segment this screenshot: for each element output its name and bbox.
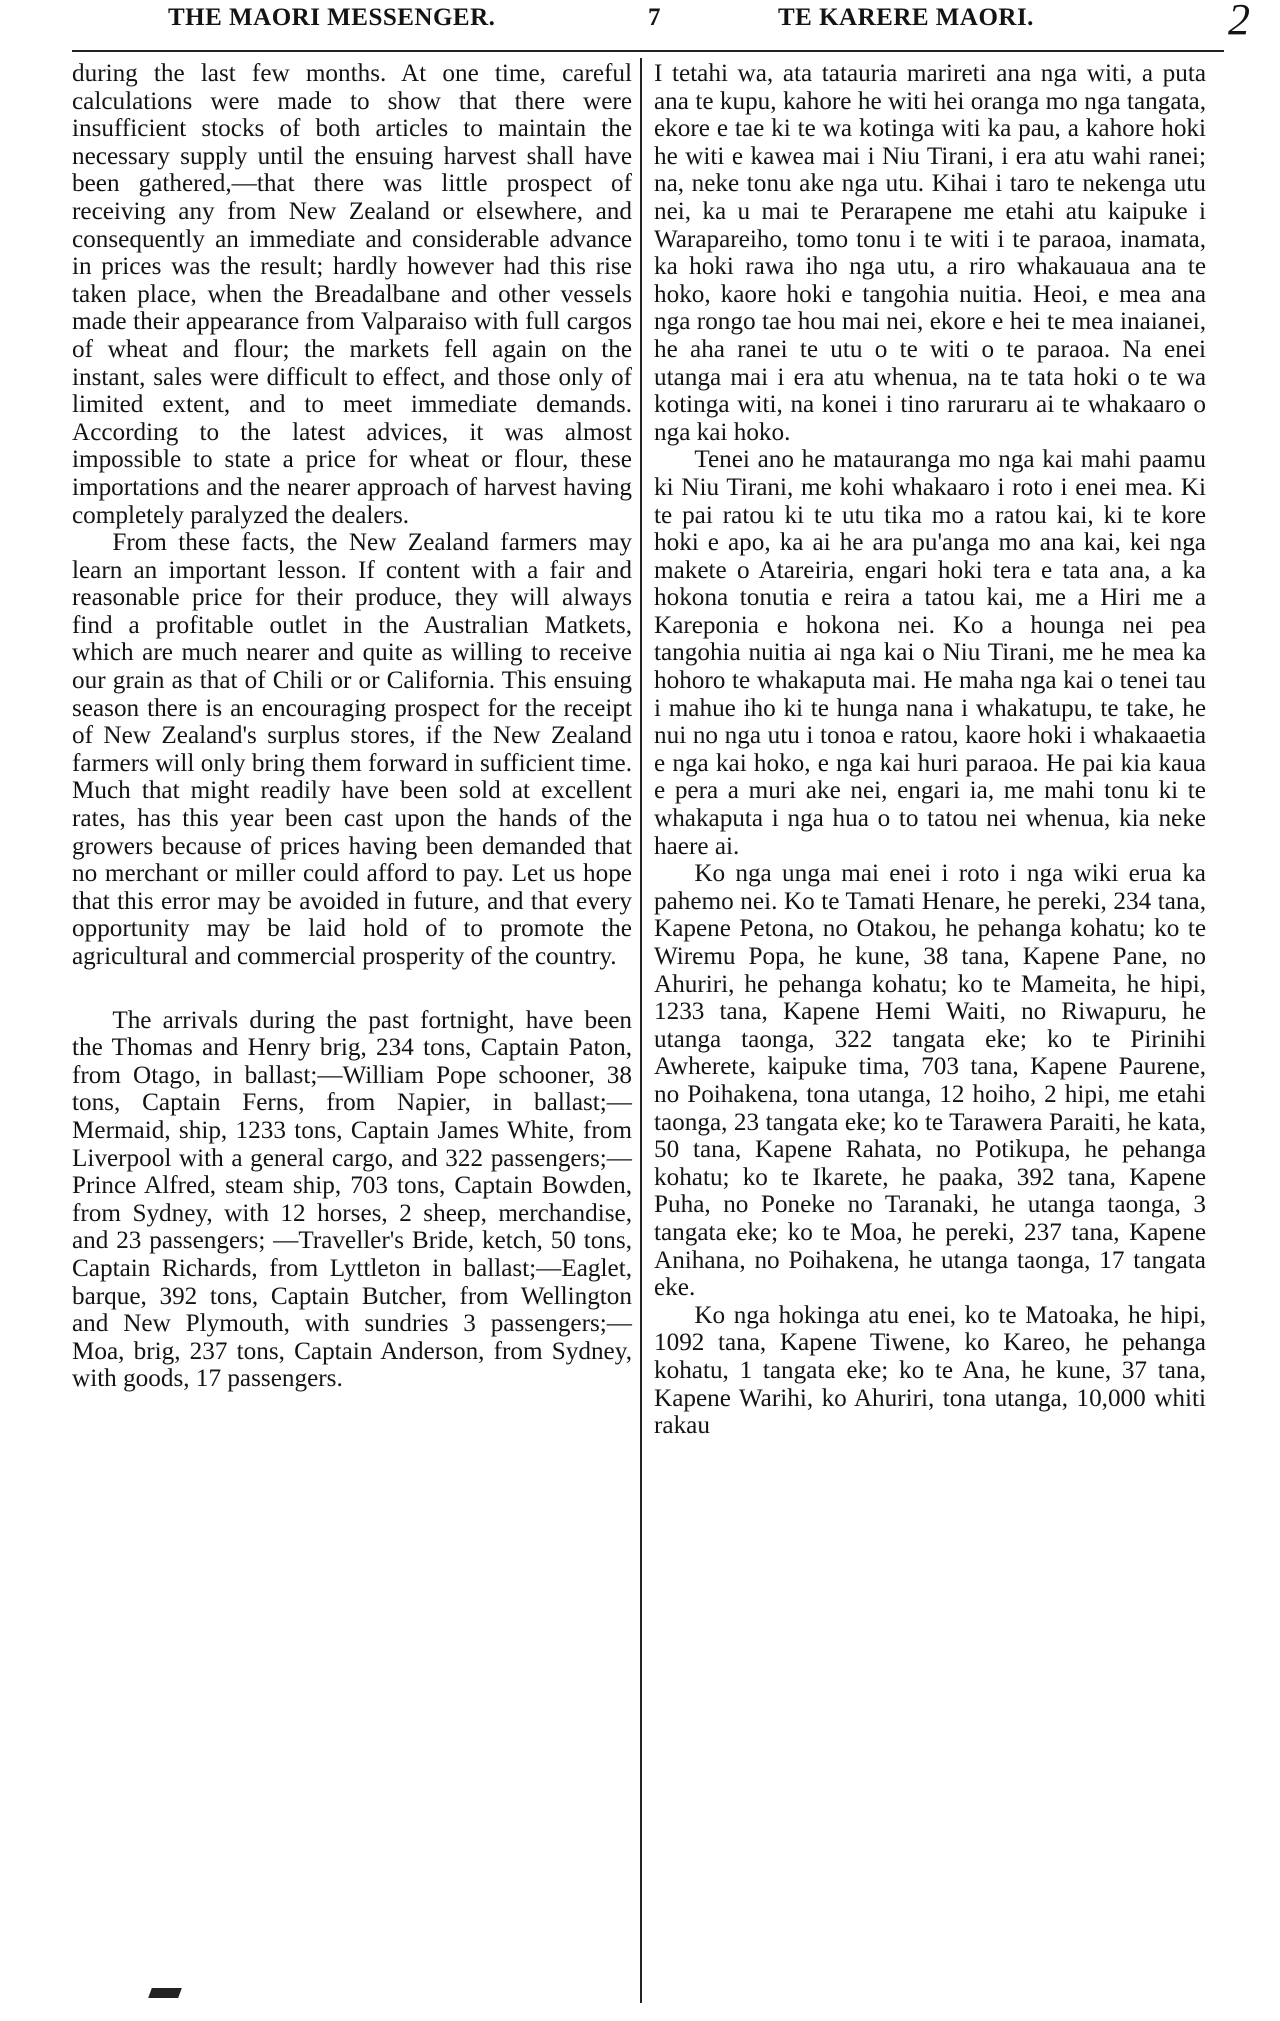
page-header	[0, 0, 1280, 44]
handwritten-page-mark: 2	[1228, 0, 1251, 44]
ink-blot	[148, 1988, 182, 1998]
english-paragraph-market: during the last few months. At one time, careful calculations were made to show that there were insufficient stocks of both articles to maintain the necessary supply until the ensuing harvest shall have been gathered,—that there was little prospect of receiving any from New Zealand or elsewhere, and consequently an immediate and considerable advance in prices was the result; hardly however had this rise taken place, when the Breadalbane and other vessels made their appearance from Valparaiso with full cargos of wheat and flour; the markets fell again on the instant, sales were difficult to effect, and those only of limited extent, and to meet immediate demands. According to the latest advices, it was almost impossible to state a price for wheat or flour, these importations and the nearer approach of harvest having completely paralyzed the dealers.	[72, 60, 632, 529]
header-rule	[72, 50, 1224, 52]
header-english-title: THE MAORI MESSENGER.	[168, 4, 496, 31]
english-paragraph-lesson: From these facts, the New Zealand farmers may learn an important lesson. If content with a fair and reasonable price for their produce, they will always find a profitable outlet in the Australian Matkets, which are much nearer and quite as willing to receive our grain as that of Chili or or California. This ensuing season there is an encouraging prospect for the receipt of New Zealand's surplus stores, if the New Zealand farmers will only bring them forward in sufficient time. Much that might readily have been sold at excellent rates, has this year been cast upon the hands of the growers because of prices having been demanded that no merchant or miller could afford to pay. Let us hope that this error may be avoided in future, and that every opportunity may be laid hold of to promote the agricultural and commercial prosperity of the country.	[72, 529, 632, 970]
maori-column	[654, 60, 1206, 1440]
maori-paragraph-arrivals: Ko nga unga mai enei i roto i nga wiki erua ka pahemo nei. Ko te Tamati Henare, he pereki, 234 tana, Kapene Petona, no Otakou, he pehanga kohatu; ko te Wiremu Popa, he kune, 38 tana, Kapene Pane, no Ahuriri, he pehanga kohatu; ko te Mameita, he hipi, 1233 tana, Kapene Hemi Waiti, no Riwapuru, he utanga taonga, 322 tangata eke; ko te Pirinihi Awherete, kaipuke tima, 703 tana, Kapene Paurene, no Poihakena, tona utanga, 12 hoiho, 2 hipi, me etahi taonga, 23 tangata eke; ko te Tarawera Paraiti, he kata, 50 tana, Kapene Rahata, no Potikupa, he pehanga kohatu; ko te Ikarete, he paaka, 392 tana, Kapene Puha, no Poneke no Taranaki, he utanga taonga, 3 tangata eke; ko te Moa, he pereki, 237 tana, Kapene Anihana, no Poihakena, he utanga taonga, 17 tangata eke.	[654, 860, 1206, 1302]
english-paragraph-arrivals: The arrivals during the past fortnight, have been the Thomas and Henry brig, 234 tons, Captain Paton, from Otago, in ballast;—William Pope schooner, 38 tons, Captain Ferns, from Napier, in ballast;—Mermaid, ship, 1233 tons, Captain James White, from Liverpool with a general cargo, and 322 passengers;—Prince Alfred, steam ship, 703 tons, Captain Bowden, from Sydney, with 12 horses, 2 sheep, merchandise, and 23 passengers; —Traveller's Bride, ketch, 50 tons, Captain Richards, from Lyttleton in ballast;—Eaglet, barque, 392 tons, Captain Butcher, from Wellington and New Plymouth, with sundries 3 passengers;—Moa, brig, 237 tons, Captain Anderson, from Sydney, with goods, 17 passengers.	[72, 1006, 632, 1393]
english-column	[72, 60, 632, 1393]
maori-paragraph-market: I tetahi wa, ata tatauria marireti ana nga witi, a puta ana te kupu, kahore he witi hei oranga mo nga tangata, ekore e tae ki te wa kotinga witi ka pau, a kahore hoki he witi e kawea mai i Niu Tirani, i era atu wahi ranei; na, neke tonu ake nga utu. Kihai i taro te nekenga utu nei, ka u mai te Perarapene me etahi atu kaipuke i Warapareiho, tomo tonu i te witi i te paraoa, inamata, ka hoki rawa iho nga utu, a riro whakauaua ana te hoko, kaore hoki e tangohia nuitia. Heoi, e mea ana nga rongo tae hou mai nei, ekore e hei te mea inaianei, he aha ranei te utu o te witi o te paraoa. Na enei utanga mai i era atu whenua, na te tata hoki o te wa kotinga witi, na konei i tino raruraru ai te whakaaro o nga kai hoko.	[654, 60, 1206, 446]
page-number: 7	[648, 4, 661, 31]
column-divider	[640, 58, 642, 2003]
header-maori-title: TE KARERE MAORI.	[778, 4, 1034, 31]
maori-paragraph-departures: Ko nga hokinga atu enei, ko te Matoaka, he hipi, 1092 tana, Kapene Tiwene, ko Kareo, he pehanga kohatu, 1 tangata eke; ko te Ana, he kune, 37 tana, Kapene Warihi, ko Ahuriri, tona utanga, 10,000 whiti rakau	[654, 1301, 1206, 1440]
maori-paragraph-lesson: Tenei ano he matauranga mo nga kai mahi paamu ki Niu Tirani, me kohi whakaaro i roto i enei mea. Ki te pai ratou ki te utu tika mo a ratou kai, ki te kore hoki e apo, ka ai he ara pu'anga mo ana kai, kei nga makete o Atareiria, engari hoki tera e tata ana, a ka hokona tonutia e reira a tatou kai, me a Hiri me a Kareponia e hokona nei. Ko a hounga nei pea tangohia nuitia ai nga kai o Niu Tirani, me he mea ka hohoro te whakaputa mai. He maha nga kai o tenei tau i mahue iho ki te hunga nana i whakatupu, te take, he nui no nga utu i tonoa e ratou, kaore hoki i whakaaetia e nga kai hoko, e nga kai huri paraoa. He pai kia kaua e pera a muri ake nei, engari ia, me mahi tonu ki te whakaputa i nga hua o to tatou nei whenua, kia neke haere ai.	[654, 446, 1206, 860]
